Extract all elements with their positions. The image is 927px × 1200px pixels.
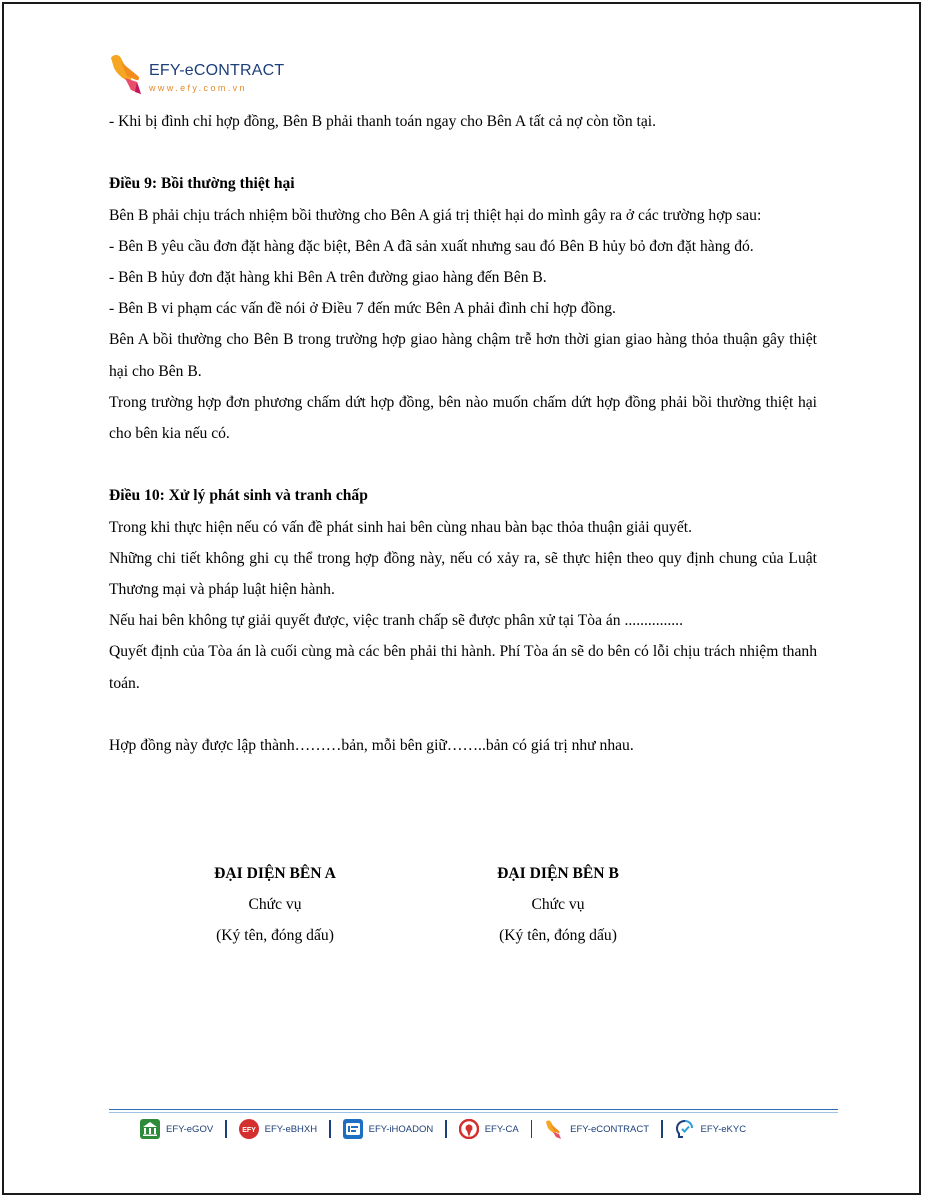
party-a-sign-note: (Ký tên, đóng dấu) [216, 927, 334, 945]
footer-product-ca [459, 1119, 519, 1139]
ihd-invoice-icon [343, 1119, 363, 1139]
article-9-paragraph: - Bên B yêu cầu đơn đặt hàng đặc biệt, Bên A đã sản xuất nhưng sau đó Bên B hủy bỏ đơn đặt hàng đó. [109, 237, 754, 255]
footer-divider [109, 1109, 838, 1110]
party-a-signature [165, 858, 385, 952]
footer-product-ekyc [675, 1119, 747, 1139]
footer-product-econtract [544, 1119, 649, 1139]
footer-separator [531, 1120, 533, 1138]
article-9-paragraph: Bên B phải chịu trách nhiệm bồi thường cho Bên A giá trị thiệt hại do mình gây ra ở các trường hợp sau: [109, 206, 762, 224]
article-10-paragraph: Nếu hai bên không tự giải quyết được, việc tranh chấp sẽ được phân xử tại Tòa án ............... [109, 612, 683, 630]
footer-product-label: EFY-eCONTRACT [570, 1123, 649, 1135]
party-b-sign-note: (Ký tên, đóng dấu) [499, 927, 617, 945]
footer-separator [661, 1120, 663, 1138]
party-b-title: ĐẠI DIỆN BÊN B [497, 865, 619, 882]
party-a-position: Chức vụ [248, 896, 302, 914]
efy-badge-icon [239, 1119, 259, 1139]
company-logo [107, 52, 307, 100]
footer-product-label: EFY-eBHXH [264, 1123, 318, 1135]
article-9-paragraph: Bên A bồi thường cho Bên B trong trường hợp giao hàng chậm trễ hơn thời gian giao hàng thỏa thuận gây thiệt hại cho Bên B. [109, 331, 817, 380]
logo-website: www.efy.com.vn [149, 83, 247, 93]
closing-statement: Hợp đồng này được lập thành………bản, mỗi bên giữ……..bản có giá trị như nhau. [109, 737, 634, 755]
logo-brand-name: EFY-eCONTRACT [149, 62, 285, 79]
footer-product-egov [140, 1119, 213, 1139]
article-10-paragraph: Những chi tiết không ghi cụ thể trong hợp đồng này, nếu có xảy ra, sẽ thực hiện theo quy định chung của Luật Thương mại và pháp luật hiện hành. [109, 549, 817, 599]
footer-separator [445, 1120, 447, 1138]
efy-econtract-pen-icon [107, 52, 145, 96]
footer-divider-light [109, 1112, 838, 1113]
footer-product-ebhxh [239, 1119, 317, 1139]
footer-product-bar [140, 1117, 820, 1141]
econtract-pen-icon [544, 1119, 564, 1139]
footer-product-label: EFY-eKYC [700, 1123, 747, 1135]
footer-product-label: EFY-CA [484, 1123, 519, 1135]
article-9-paragraph: - Bên B vi phạm các vấn đề nói ở Điều 7 đến mức Bên A phải đình chỉ hợp đồng. [109, 300, 616, 318]
article-9-paragraph: Trong trường hợp đơn phương chấm dứt hợp đồng, bên nào muốn chấm dứt hợp đồng phải bồi thường thiệt hại cho bên kia nếu có. [109, 393, 817, 443]
footer-separator [225, 1120, 227, 1138]
footer-product-label: EFY-iHOADON [368, 1123, 434, 1135]
party-a-title: ĐẠI DIỆN BÊN A [214, 865, 336, 882]
article-10-paragraph: Quyết định của Tòa án là cuối cùng mà các bên phải thi hành. Phí Tòa án sẽ do bên có lỗi chịu trách nhiệm thanh toán. [109, 643, 817, 692]
article-10-heading: Điều 10: Xử lý phát sinh và tranh chấp [109, 487, 368, 505]
termination-payment-clause: - Khi bị đình chỉ hợp đồng, Bên B phải thanh toán ngay cho Bên A tất cả nợ còn tồn tại. [109, 113, 657, 130]
party-b-signature [448, 858, 668, 952]
footer-product-ihoadon [343, 1119, 434, 1139]
party-b-position: Chức vụ [531, 896, 585, 914]
ekyc-face-check-icon [675, 1119, 695, 1139]
ca-shield-icon [459, 1119, 479, 1139]
footer-separator [329, 1120, 331, 1138]
government-building-icon [140, 1119, 160, 1139]
footer-product-label: EFY-eGOV [166, 1123, 214, 1135]
contract-body [109, 106, 817, 761]
article-9-paragraph: - Bên B hủy đơn đặt hàng khi Bên A trên đường giao hàng đến Bên B. [109, 269, 547, 286]
svg-text:EFY: EFY [241, 1127, 256, 1134]
article-10-paragraph: Trong khi thực hiện nếu có vấn đề phát sinh hai bên cùng nhau bàn bạc thỏa thuận giải quyết. [109, 518, 692, 536]
article-9-heading: Điều 9: Bồi thường thiệt hại [109, 175, 295, 193]
